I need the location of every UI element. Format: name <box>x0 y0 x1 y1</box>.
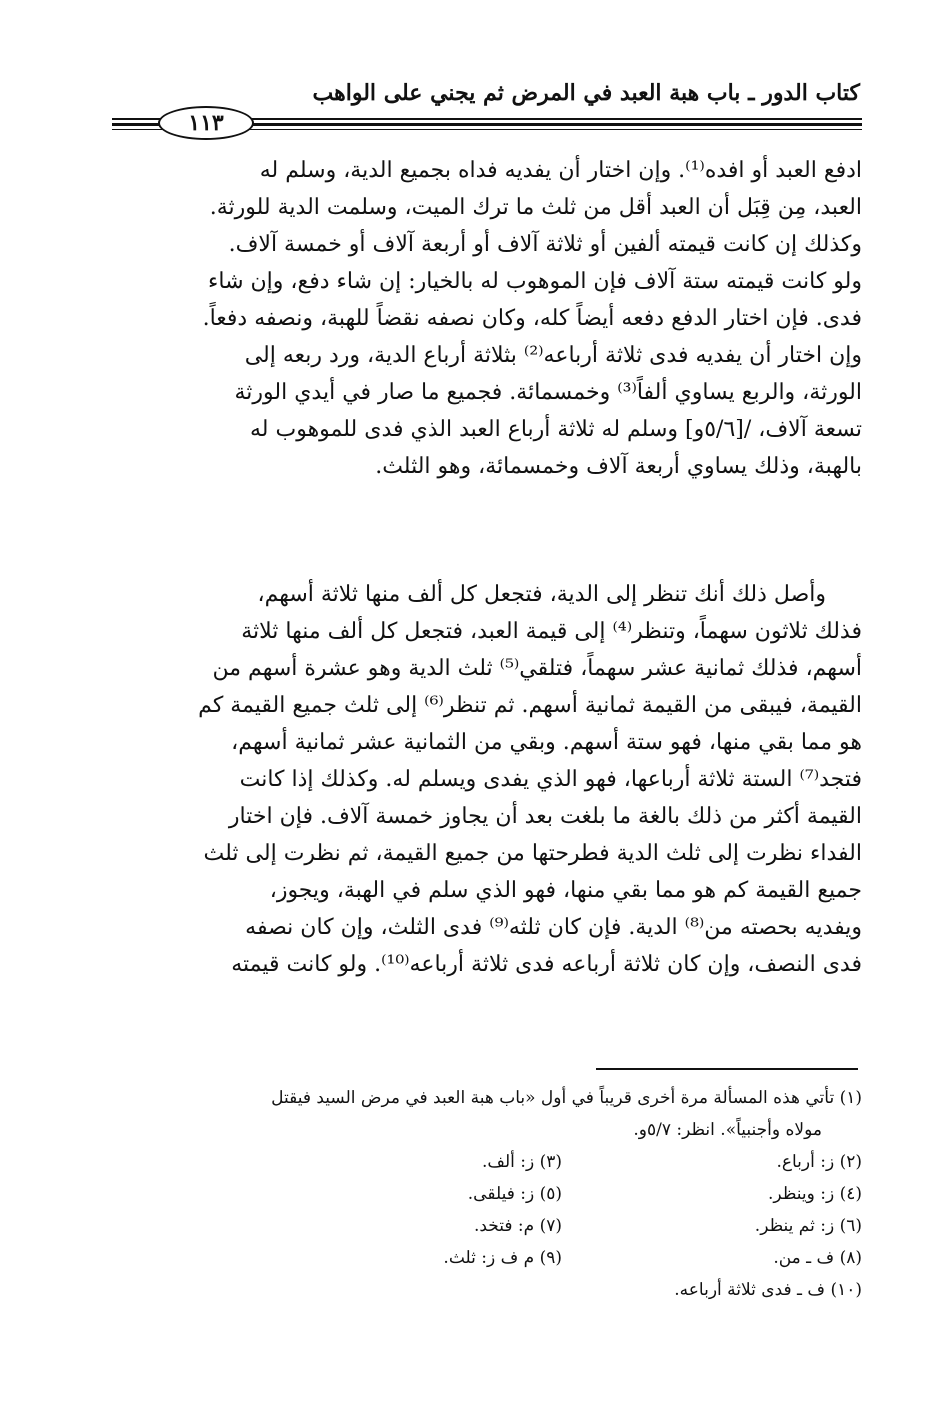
text-line: فذلك ثلاثون سهماً، وتنظر⁽⁴⁾ إلى قيمة العبد، فتجعل كل ألف منها ثلاثة <box>241 619 862 644</box>
text-line: ويفديه بحصته من⁽⁸⁾ الدية. فإن كان ثلثه⁽⁹⁾ فدى الثلث، وإن كان نصفه <box>245 915 862 940</box>
footnote-row <box>100 1242 862 1274</box>
footnote-1-continuation: مولاه وأجنبياً». انظر: ٥/٧و. <box>633 1120 822 1140</box>
text-line: جميع القيمة كم هو مما بقي منها، فهو الذي سلم في الهبة، ويجوز، <box>269 878 862 903</box>
text-line: فدى. فإن اختار الدفع دفعه أيضاً كله، وكان نصفه نقضاً للهبة، ونصفه دفعاً. <box>202 306 862 331</box>
text-line: وإن اختار أن يفديه فدى ثلاثة أرباعه⁽²⁾ بثلاثة أرباع الدية، ورد ربعه إلى <box>244 343 862 368</box>
footnote-2: (٢) ز: أرباع. <box>776 1152 862 1172</box>
header-rule <box>112 108 862 134</box>
text-line: هو مما بقي منها، فهو ستة أسهم. وبقي من الثمانية عشر ثمانية أسهم، <box>231 730 862 755</box>
footnote-4: (٤) ز: وينظر. <box>768 1184 862 1204</box>
text-line: وأصل ذلك أنك تنظر إلى الدية، فتجعل كل ألف منها ثلاثة أسهم، <box>257 582 826 607</box>
page-number: ١١٣ <box>158 106 254 140</box>
footnote-separator <box>596 1068 858 1070</box>
text-line: فدى النصف، وإن كان ثلاثة أرباعه فدى ثلاثة أرباعه⁽¹⁰⁾. ولو كانت قيمته <box>231 952 862 977</box>
text-line: ادفع العبد أو افده⁽¹⁾. وإن اختار أن يفديه فداه بجميع الدية، وسلم له <box>259 158 862 183</box>
running-header-title: كتاب الدور ـ باب هبة العبد في المرض ثم يجني على الواهب <box>312 80 860 106</box>
text-line: فتجد⁽⁷⁾ الستة ثلاثة أرباعها، فهو الذي يفدى ويسلم له. وكذلك إذا كانت <box>239 767 862 792</box>
footnote-9: (٩) م ف ز: ثلث. <box>443 1248 562 1268</box>
paragraph-1 <box>108 152 862 485</box>
footnote-10: (١٠) ف ـ فدى ثلاثة أرباعه. <box>674 1280 862 1300</box>
footnote-6: (٦) ز: ثم ينظر. <box>754 1216 862 1236</box>
text-line: العبد، مِن قِبَل أن العبد أقل من ثلث ما ترك الميت، وسلمت الدية للورثة. <box>209 195 862 220</box>
footnote-1: (١) تأتي هذه المسألة مرة أخرى قريباً في أول «باب هبة العبد في مرض السيد فيقتل <box>271 1088 862 1108</box>
text-line: الورثة، والربع يساوي ألفاً⁽³⁾ وخمسمائة. فجميع ما صار في أيدي الورثة <box>234 380 862 405</box>
footnote-row <box>100 1210 862 1242</box>
text-line: تسعة آلاف، /[٥/٦و] وسلم له ثلاثة أرباع العبد الذي فدى للموهوب له <box>250 417 862 442</box>
text-line: القيمة، فيبقى من القيمة ثمانية أسهم. ثم تنظر⁽⁶⁾ إلى ثلث جميع القيمة كم <box>198 693 862 718</box>
footnotes <box>100 1082 862 1306</box>
text-line: ولو كانت قيمته ستة آلاف فإن الموهوب له بالخيار: إن شاء دفع، وإن شاء <box>208 269 862 294</box>
footnote-3: (٣) ز: ألف. <box>481 1152 562 1172</box>
text-line: أسهم، فذلك ثمانية عشر سهماً، فتلقي⁽⁵⁾ ثلث الدية وهو عشرة أسهم من <box>212 656 862 681</box>
footnote-7: (٧) م: فتخد. <box>473 1216 562 1236</box>
footnote-row <box>100 1146 862 1178</box>
footnote-row <box>100 1178 862 1210</box>
text-line: بالهبة، وذلك يساوي أربعة آلاف وخمسمائة، وهو الثلث. <box>375 454 862 479</box>
text-line: وكذلك إن كانت قيمته ألفين أو ثلاثة آلاف أو أربعة آلاف أو خمسة آلاف. <box>228 232 862 257</box>
paragraph-2 <box>108 576 862 983</box>
text-line: الفداء نظرت إلى ثلث الدية فطرحتها من جميع القيمة، ثم نظرت إلى ثلث <box>203 841 862 866</box>
text-line: القيمة أكثر من ذلك بالغة ما بلغت بعد أن يجاوز خمسة آلاف. فإن اختار <box>228 804 862 829</box>
footnote-8: (٨) ف ـ من. <box>773 1248 862 1268</box>
footnote-5: (٥) ز: فيلقى. <box>467 1184 562 1204</box>
